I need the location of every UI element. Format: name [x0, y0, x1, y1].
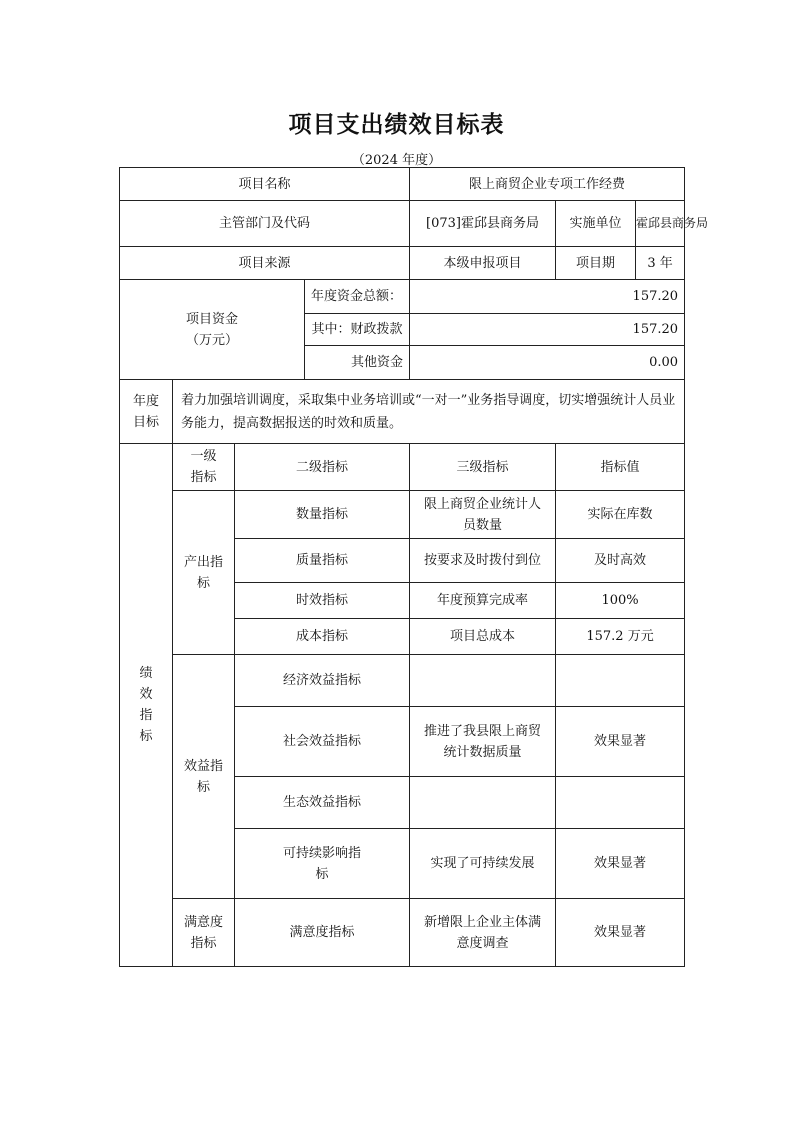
row-source [120, 247, 685, 280]
level2-cell [235, 829, 410, 899]
perf-label-char: 标 [139, 729, 153, 744]
goal-label-line2: 目标 [132, 414, 159, 430]
funds-fiscal-value: 157.20 [410, 314, 685, 346]
source-value: 本级申报项目 [410, 247, 556, 280]
period-value: 3 年 [636, 247, 685, 280]
goal-label-line1: 年度 [132, 393, 159, 409]
goal-label-cell [120, 380, 173, 444]
satisfaction-label-cell [173, 899, 235, 967]
perf-label-cell [120, 444, 173, 967]
level3-line: 统计数据质量 [443, 744, 522, 760]
funds-unit: （万元） [185, 332, 238, 348]
header-level1-line: 一级 [190, 449, 217, 464]
level2-cell: 质量指标 [235, 539, 410, 583]
goal-text: 着力加强培训调度，采取集中业务培训或“一对一”业务指导调度，切实增强统计人员业务能力，提高数据报送的时效和质量。 [173, 380, 685, 444]
level3-cell [410, 491, 556, 539]
header-level1-line: 指标 [190, 470, 217, 485]
row-project-name [120, 168, 685, 201]
funds-label-cell [120, 280, 305, 380]
output-label-cell [173, 491, 235, 655]
value-cell: 效果显著 [556, 899, 685, 967]
level3-cell [410, 655, 556, 707]
level3-line: 推进了我县限上商贸 [424, 723, 542, 739]
level3-cell: 按要求及时拨付到位 [410, 539, 556, 583]
impl-label: 实施单位 [556, 201, 636, 247]
level3-line: 意度调查 [456, 935, 509, 951]
benefit-label-line: 效益指 [183, 758, 223, 774]
performance-table [119, 167, 709, 967]
perf-label-char: 效 [139, 687, 153, 702]
header-value: 指标值 [556, 444, 685, 491]
table-row [120, 655, 685, 707]
benefit-label-cell [173, 655, 235, 899]
level3-line: 员数量 [463, 517, 503, 533]
level3-cell [410, 777, 556, 829]
level3-cell [410, 707, 556, 777]
project-name-label: 项目名称 [120, 168, 410, 201]
funds-label: 项目资金 [185, 311, 238, 327]
period-label: 项目期 [556, 247, 636, 280]
table-row [120, 899, 685, 967]
level2-cell: 成本指标 [235, 619, 410, 655]
output-label-line: 产出指 [183, 554, 223, 570]
level3-line: 限上商贸企业统计人 [424, 496, 542, 512]
project-name-value: 限上商贸企业专项工作经费 [410, 168, 685, 201]
funds-fiscal-label: 其中：财政拨款 [305, 314, 410, 346]
perf-label-char: 绩 [139, 666, 153, 681]
satisfaction-label-line: 指标 [190, 935, 217, 951]
value-cell: 实际在库数 [556, 491, 685, 539]
year-label: （2024 年度） [351, 153, 442, 168]
level2-cell: 数量指标 [235, 491, 410, 539]
level2-cell: 时效指标 [235, 583, 410, 619]
row-perf-header [120, 444, 685, 491]
level2-cell: 社会效益指标 [235, 707, 410, 777]
level3-line: 新增限上企业主体满 [424, 914, 542, 930]
funds-other-label: 其他资金 [305, 346, 410, 380]
source-label: 项目来源 [120, 247, 410, 280]
level2-cell: 满意度指标 [235, 899, 410, 967]
row-department [120, 201, 685, 247]
impl-value: 霍邱县商务局 [636, 201, 685, 247]
level2-line: 标 [315, 866, 329, 882]
level2-cell: 生态效益指标 [235, 777, 410, 829]
perf-label-char: 指 [139, 708, 153, 723]
level2-line: 可持续影响指 [283, 845, 362, 861]
value-cell: 效果显著 [556, 707, 685, 777]
value-cell: 157.2 万元 [556, 619, 685, 655]
funds-total-label: 年度资金总额： [305, 280, 410, 314]
level3-cell [410, 899, 556, 967]
row-funds-total [120, 280, 685, 314]
page-title: 项目支出绩效目标表 [288, 112, 505, 138]
funds-other-value: 0.00 [410, 346, 685, 380]
value-cell: 100% [556, 583, 685, 619]
table-row [120, 491, 685, 539]
level2-cell: 经济效益指标 [235, 655, 410, 707]
satisfaction-label-line: 满意度 [183, 914, 223, 930]
value-cell: 效果显著 [556, 829, 685, 899]
header-level1 [173, 444, 235, 491]
dept-value: [073]霍邱县商务局 [410, 201, 556, 247]
header-level3: 三级指标 [410, 444, 556, 491]
value-cell [556, 777, 685, 829]
row-goal [120, 380, 685, 444]
funds-total-value: 157.20 [410, 280, 685, 314]
benefit-label-line: 标 [196, 779, 210, 795]
output-label-line: 标 [196, 575, 210, 591]
level3-cell: 年度预算完成率 [410, 583, 556, 619]
value-cell [556, 655, 685, 707]
level3-cell: 项目总成本 [410, 619, 556, 655]
value-cell: 及时高效 [556, 539, 685, 583]
header-level2: 二级指标 [235, 444, 410, 491]
level3-cell: 实现了可持续发展 [410, 829, 556, 899]
dept-label: 主管部门及代码 [120, 201, 410, 247]
